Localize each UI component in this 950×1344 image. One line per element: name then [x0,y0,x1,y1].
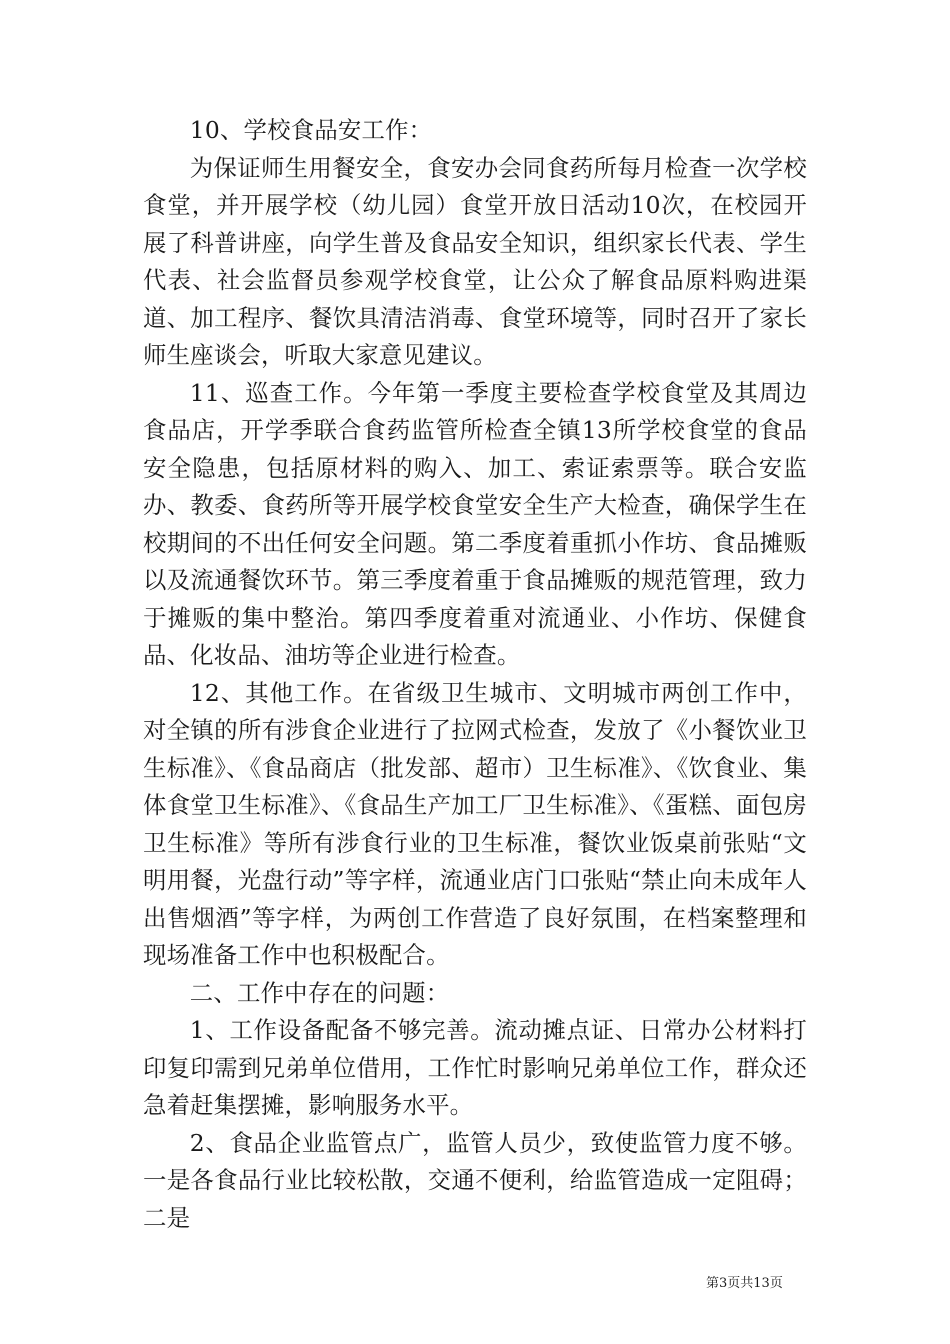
paragraph-equipment-problem: 1、工作设备配备不够完善。流动摊点证、日常办公材料打印复印需到兄弟单位借用，工作忙时影响兄弟单位工作，群众还急着赶集摆摊，影响服务水平。 [143,1016,807,1119]
section-heading-problems: 二、工作中存在的问题： [189,978,450,1007]
page-number: 第3页共13页 [706,1276,783,1291]
paragraph-other-work: 12、其他工作。在省级卫生城市、文明城市两创工作中，对全镇的所有涉食企业进行了拉网式检查，发放了《小餐饮业卫生标准》、《食品商店（批发部、超市）卫生标准》、《饮食业、集体食堂卫生标准》、《食品生产加工厂卫生标准》、《蛋糕、面包房卫生标准》等所有涉食行业的卫生标准，餐饮业饭桌前张贴“文明用餐，光盘行动”等字样，流通业店门口张贴“禁止向未成年人出售烟酒”等字样，为两创工作营造了良好氛围，在档案整理和现场准备工作中也积极配合。 [143,678,807,969]
paragraph-supervision-problem: 2、食品企业监管点广，监管人员少，致使监管力度不够。一是各食品行业比较松散，交通不便利，给监管造成一定阻碍；二是 [143,1128,807,1232]
paragraph-school-food-safety-heading: 10、学校食品安工作： [189,116,433,144]
paragraph-inspection-work: 11、巡查工作。今年第一季度主要检查学校食堂及其周边食品店，开学季联合食药监管所检查全镇13所学校食堂的食品安全隐患，包括原材料的购入、加工、索证索票等。联合安监办、教委、食药所等开展学校食堂安全生产大检查，确保学生在校期间的不出任何安全问题。第二季度着重抓小作坊、食品摊贩以及流通餐饮环节。第三季度着重于食品摊贩的规范管理，致力于摊贩的集中整治。第四季度着重对流通业、小作坊、保健食品、化妆品、油坊等企业进行检查。 [143,378,807,669]
paragraph-school-food-safety: 为保证师生用餐安全，食安办会同食药所每月检查一次学校食堂，并开展学校（幼儿园）食堂开放日活动10次，在校园开展了科普讲座，向学生普及食品安全知识，组织家长代表、学生代表、社会监督员参观学校食堂，让公众了解食品原料购进渠道、加工程序、餐饮具清洁消毒、食堂环境等，同时召开了家长师生座谈会，听取大家意见建议。 [143,153,807,369]
document-body [143,112,807,1237]
